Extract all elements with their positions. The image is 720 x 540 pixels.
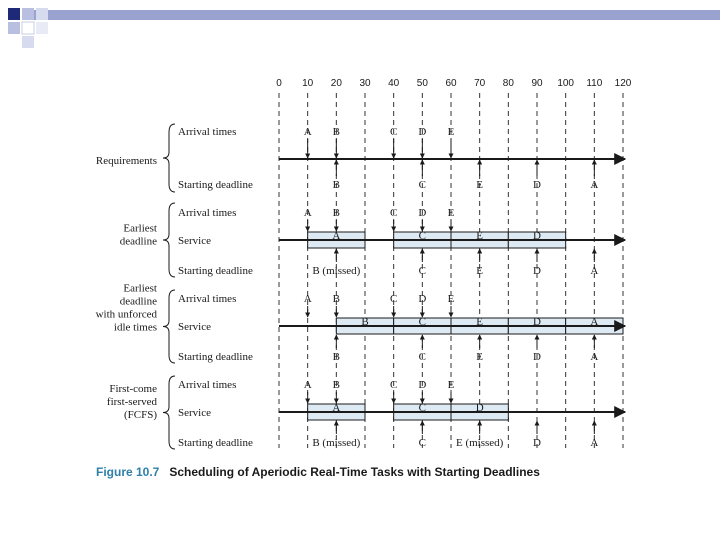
deadline-label: C [418,437,427,449]
arrival-label: A [303,379,312,391]
arrival-label: D [418,207,427,219]
deadline-label: E [476,179,484,191]
arrival-label: A [303,293,312,305]
axis-tick-label: 70 [474,78,486,89]
deadline-label: E [476,265,484,277]
section-name: First-come [109,383,157,395]
service-task-label: A [332,402,341,414]
deadline-label: D [533,265,541,277]
axis-tick-label: 110 [586,78,603,89]
row-label-service: Service [178,321,211,333]
row-label-arrival: Arrival times [178,207,237,219]
arrival-label: A [303,207,312,219]
service-task-label: A [590,316,599,328]
section-brace [163,124,175,192]
deadline-label: E [476,351,484,363]
axis-tick-label: 10 [302,78,314,89]
service-task-label: C [418,402,427,414]
service-task-label: D [533,230,541,242]
arrival-label: E [447,379,455,391]
schedule-section [120,203,625,277]
deadline-label: B [332,351,341,363]
arrival-label: A [303,126,312,138]
axis-tick-label: 120 [614,78,632,89]
deadline-label: D [533,351,541,363]
schedule-section [96,124,625,192]
row-label-arrival: Arrival times [178,293,237,305]
section-brace [163,376,175,449]
section-name: Earliest [123,282,157,295]
section-name: (FCFS) [123,409,157,421]
row-label-deadline: Starting deadline [178,437,253,449]
section-name: with unforced [95,308,157,321]
deadline-label: A [590,437,599,449]
service-task-label: D [533,316,541,328]
row-label-arrival: Arrival times [178,379,237,391]
axis-tick-label: 50 [416,78,428,89]
deadline-label: C [418,179,427,191]
row-label-arrival: Arrival times [178,126,237,138]
axis-tick-label: 20 [330,78,342,89]
schedule-section [107,376,625,449]
arrival-label: D [418,293,427,305]
service-task-label: E [476,316,484,328]
service-task-label: E [476,230,484,242]
deadline-label: A [590,179,599,191]
axis-tick-label: 60 [445,78,457,89]
arrival-label: D [418,379,427,391]
section-name: deadline [119,235,157,248]
deadline-label: B (missed) [312,437,361,449]
deadline-label: E (missed) [455,437,504,449]
figure-number: Figure 10.7 [96,465,160,479]
arrival-label: D [418,126,427,138]
schedule-section [96,283,625,364]
row-label-service: Service [178,407,211,419]
row-label-deadline: Starting deadline [178,351,253,363]
deadline-label: A [590,351,599,363]
deadline-label: D [533,179,541,191]
section-brace [163,203,175,277]
service-task-label: B [361,316,369,328]
deadline-label: A [590,265,599,277]
axis-tick-label: 80 [502,78,514,89]
section-brace [163,290,175,363]
arrival-label: C [389,126,398,138]
arrival-label: B [332,379,341,391]
section-name: deadline [119,295,157,308]
section-name: idle times [113,321,157,334]
axis-tick-label: 90 [531,78,543,89]
section-name: first-served [106,396,157,408]
service-task-label: A [332,230,341,242]
arrival-label: B [332,126,341,138]
service-task-label: C [418,316,427,328]
arrival-label: E [447,293,455,305]
figure-title: Scheduling of Aperiodic Real-Time Tasks with Starting Deadlines [169,465,540,479]
axis-tick-label: 100 [557,78,575,89]
deadline-label: B [332,179,341,191]
deadline-label: C [418,265,427,277]
arrival-label: E [447,207,455,219]
arrival-label: C [389,293,398,305]
row-label-deadline: Starting deadline [178,265,253,277]
arrival-label: C [389,207,398,219]
row-label-deadline: Starting deadline [178,179,253,191]
figure-caption [96,465,540,479]
service-task-label: C [418,230,427,242]
arrival-label: B [332,207,341,219]
deadline-label: D [533,437,541,449]
deadline-label: B (missed) [312,265,361,277]
row-label-service: Service [178,235,211,247]
service-task-label: D [475,402,484,414]
axis-tick-label: 0 [276,78,282,89]
axis-tick-label: 40 [388,78,400,89]
section-name: Earliest [123,222,157,235]
arrival-label: C [389,379,398,391]
axis-tick-label: 30 [359,78,371,89]
arrival-label: E [447,126,455,138]
section-name: Requirements [95,155,157,167]
arrival-label: B [332,293,341,305]
deadline-label: C [418,351,427,363]
